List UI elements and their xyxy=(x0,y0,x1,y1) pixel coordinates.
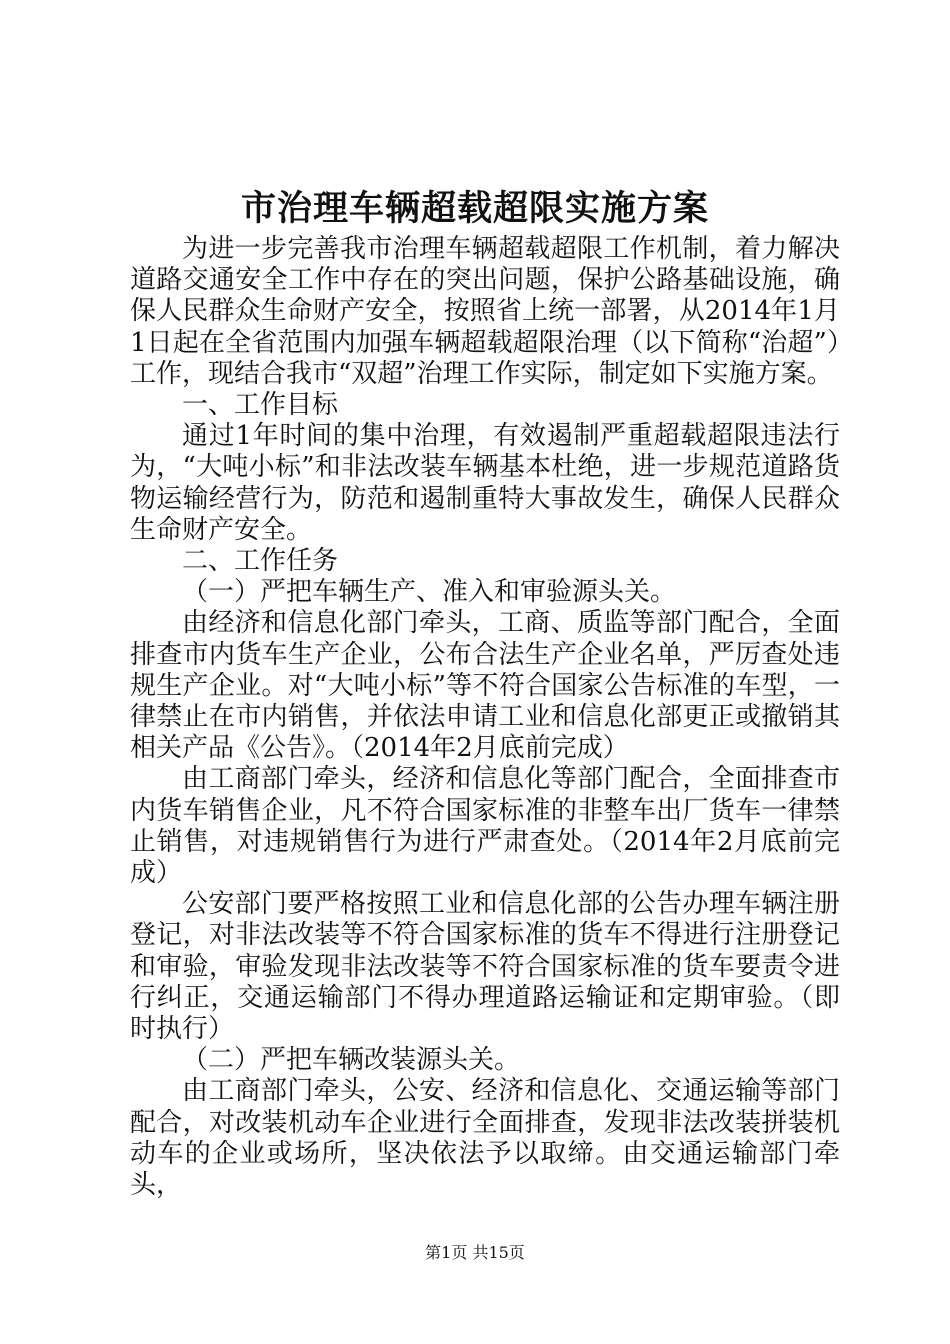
subsection-heading-1: （一）严把车辆生产、准入和审验源头关。 xyxy=(182,577,677,608)
task-paragraph-3: 公安部门要严格按照工业和信息化部的公告办理车辆注册登记，对非法改装等不符合国家标准的货车不得进行注册登记和审验，审验发现非法改装等不符合国家标准的货车要责令进行纠正，交通运输部门不得办理道路运输证和定期审验。（即时执行） xyxy=(130,889,840,1045)
task-paragraph-4: 由工商部门牵头，公安、经济和信息化、交通运输等部门配合，对改装机动车企业进行全面排查，发现非法改装拼装机动车的企业或场所，坚决依法予以取缔。由交通运输部门牵头， xyxy=(130,1076,840,1201)
task-paragraph-1: 由经济和信息化部门牵头，工商、质监等部门配合，全面排查市内货车生产企业，公布合法生产企业名单，严厉查处违规生产企业。对“大吨小标”等不符合国家公告标准的车型，一律禁止在市内销售，并依法申请工业和信息化部更正或撤销其相关产品《公告》。（2014年2月底前完成） xyxy=(130,608,840,764)
section-heading-goals: 一、工作目标 xyxy=(182,390,339,421)
document-title: 市治理车辆超载超限实施方案 xyxy=(240,188,709,229)
document-body xyxy=(130,234,840,1201)
goals-paragraph: 通过1年时间的集中治理，有效遏制严重超载超限违法行为，“大吨小标”和非法改装车辆基本杜绝，进一步规范道路货物运输经营行为，防范和遏制重特大事故发生，确保人民群众生命财产安全。 xyxy=(130,421,840,545)
task-paragraph-2: 由工商部门牵头，经济和信息化等部门配合，全面排查市内货车销售企业，凡不符合国家标准的非整车出厂货车一律禁止销售，对违规销售行为进行严肃查处。（2014年2月底前完成） xyxy=(130,764,840,889)
subsection-heading-2: （二）严把车辆改装源头关。 xyxy=(182,1045,521,1076)
section-heading-tasks: 二、工作任务 xyxy=(182,546,339,577)
intro-paragraph: 为进一步完善我市治理车辆超载超限工作机制，着力解决道路交通安全工作中存在的突出问题，保护公路基础设施，确保人民群众生命财产安全，按照省上统一部署，从2014年1月1日起在全省范围内加强车辆超载超限治理（以下简称“治超”）工作，现结合我市“双超”治理工作实际，制定如下实施方案。 xyxy=(130,234,840,389)
page-footer: 第1页 共15页 xyxy=(425,1243,525,1262)
